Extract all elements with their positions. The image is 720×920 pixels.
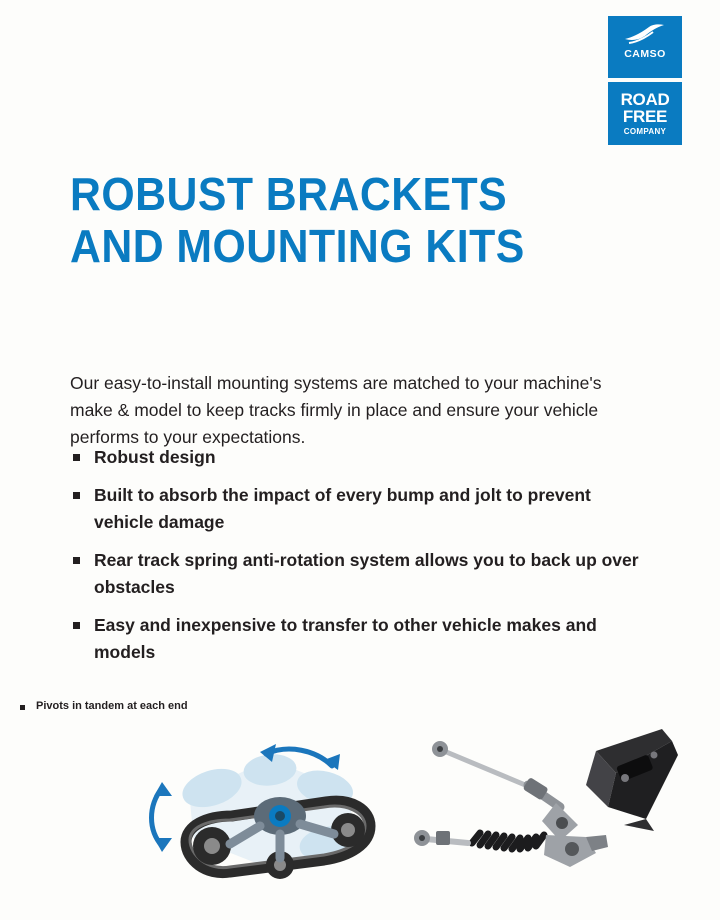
- square-bullet-icon: [20, 705, 25, 710]
- camso-logo-block: [608, 16, 682, 145]
- page-title-line-2: AND MOUNTING KITS: [70, 220, 525, 272]
- camso-swoosh-icon: [623, 23, 667, 45]
- camso-wordmark: CAMSO: [624, 48, 666, 60]
- camso-logo: [608, 16, 682, 78]
- list-item: [70, 547, 650, 601]
- road-free-company-badge: [608, 82, 682, 145]
- rotation-arrow-left: [152, 788, 163, 846]
- anti-rotation-spring-rod: [414, 741, 608, 867]
- page-title: [70, 168, 630, 272]
- footnote: [20, 700, 188, 712]
- bracket-hardware-photo: [410, 715, 690, 895]
- square-bullet-icon: [73, 557, 80, 564]
- list-item: [70, 612, 650, 666]
- list-item-label: Easy and inexpensive to transfer to other vehicle makes and models: [94, 615, 597, 662]
- list-item-label: Robust design: [94, 447, 216, 467]
- list-item-label: Built to absorb the impact of every bump and jolt to prevent vehicle damage: [94, 485, 591, 532]
- badge-line-free: FREE: [622, 107, 668, 126]
- list-item: [70, 482, 650, 536]
- list-item-label: Rear track spring anti-rotation system allows you to back up over obstacles: [94, 550, 639, 597]
- mounting-bracket: [586, 729, 678, 831]
- square-bullet-icon: [73, 492, 80, 499]
- square-bullet-icon: [73, 454, 80, 461]
- feature-bullet-list: [70, 444, 650, 677]
- badge-line-company: COMPANY: [623, 127, 667, 136]
- intro-paragraph: Our easy-to-install mounting systems are matched to your machine's make & model to keep tracks firmly in place and ensure your vehicle performs to your expectations.: [70, 372, 602, 447]
- footnote-label: Pivots in tandem at each end: [36, 700, 188, 712]
- page-title-line-1: ROBUST BRACKETS: [70, 168, 508, 220]
- square-bullet-icon: [73, 622, 80, 629]
- list-item: [70, 444, 650, 471]
- badge-line-road: ROAD: [620, 90, 670, 109]
- track-system-pivot-diagram: [120, 726, 420, 896]
